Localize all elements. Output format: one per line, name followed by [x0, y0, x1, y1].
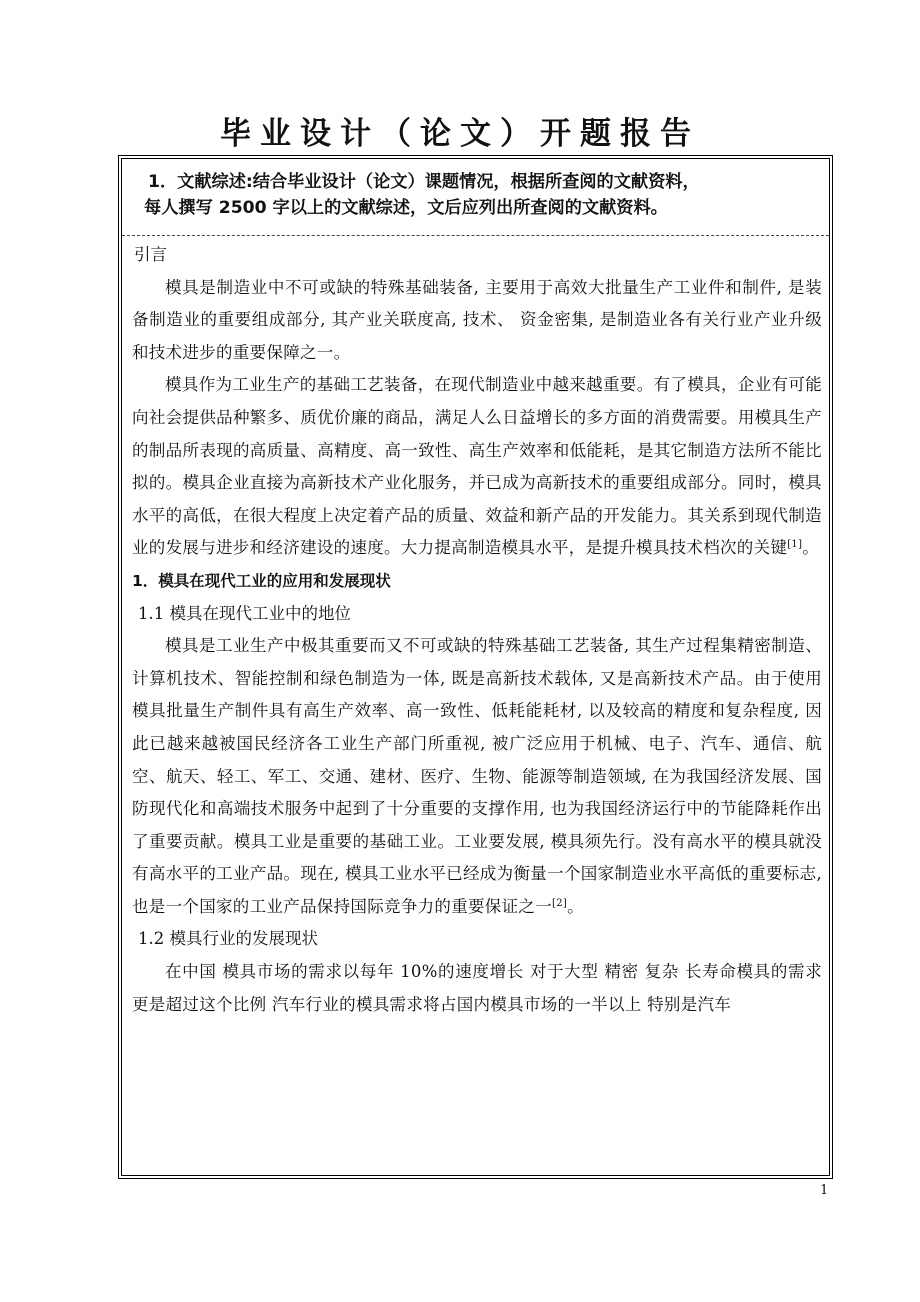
- section-1-2-heading: 1.2 模具行业的发展现状: [138, 929, 318, 949]
- paragraph-3: [132, 630, 822, 923]
- paragraph-3-end: 。: [567, 896, 584, 916]
- instruction-line-1: 1．文献综述:结合毕业设计（论文）课题情况，根据所查阅的文献资料，: [148, 172, 700, 192]
- paragraph-3-text: 模具是工业生产中极其重要而又不可或缺的特殊基础工艺装备, 其生产过程集精密制造、计算机技术、智能控制和绿色制造为一体, 既是高新技术载体, 又是高新技术产品。由于使用模具批量生产制件具有高生产效率、高一致性、低耗能耗材, 以及较高的精度和复杂程度, 因此已越来越被国民经济各工业生产部门所重视, 被广泛应用于机械、电子、汽车、通信、航空、航天、轻工、军工、交通、建材、医疗、生物、能源等制造领域, 在为我国经济发展、国防现代化和高端技术服务中起到了十分重要的支撑作用, 也为我国经济运行中的节能降耗作出了重要贡献。模具工业是重要的基础工业。工业要发展, 模具须先行。没有高水平的模具就没有高水平的工业产品。现在, 模具工业水平已经成为衡量一个国家制造业水平高低的重要标志, 也是一个国家的工业产品保持国际竞争力的重要保证之一: [132, 636, 822, 916]
- paragraph-1: 模具是制造业中不可或缺的特殊基础装备, 主要用于高效大批量生产工业件和制件, 是装备制造业的重要组成部分, 其产业关联度高, 技术、 资金密集, 是制造业各有关行业产业升级和技术进步的重要保障之一。: [132, 277, 822, 362]
- instruction-box: [122, 159, 829, 236]
- citation-1: [1]: [787, 539, 803, 551]
- report-frame: [121, 158, 830, 1176]
- instruction-line-2: 每人撰写 2500 字以上的文献综述，文后应列出所查阅的文献资料。: [144, 198, 668, 218]
- intro-heading: 引言: [134, 245, 167, 264]
- section-1-heading: 1．模具在现代工业的应用和发展现状: [132, 571, 391, 590]
- paragraph-2: [132, 369, 822, 565]
- page-number: 1: [820, 1183, 829, 1198]
- section-1-1-heading: 1.1 模具在现代工业中的地位: [138, 603, 351, 623]
- literature-review-body: [132, 239, 822, 1021]
- document-title: 毕业设计（论文）开题报告: [220, 116, 700, 152]
- citation-2: [2]: [552, 897, 568, 909]
- paragraph-2-text: 模具作为工业生产的基础工艺装备，在现代制造业中越来越重要。有了模具，企业有可能向社会提供品种繁多、质优价廉的商品，满足人么日益增长的多方面的消费需要。用模具生产的制品所表现的高质量、高精度、高一致性、高生产效率和低能耗，是其它制造方法所不能比拟的。模具企业直接为高新技术产业化服务，并已成为高新技术的重要组成部分。同时，模具水平的高低，在很大程度上决定着产品的质量、效益和新产品的开发能力。其关系到现代制造业的发展与进步和经济建设的速度。大力提高制造模具水平，是提升模具技术档次的关键: [132, 375, 822, 558]
- paragraph-2-end: 。: [802, 538, 820, 558]
- paragraph-4: 在中国 模具市场的需求以每年 10%的速度增长 对于大型 精密 复杂 长寿命模具的需求更是超过这个比例 汽车行业的模具需求将占国内模具市场的一半以上 特别是汽车: [132, 962, 822, 1014]
